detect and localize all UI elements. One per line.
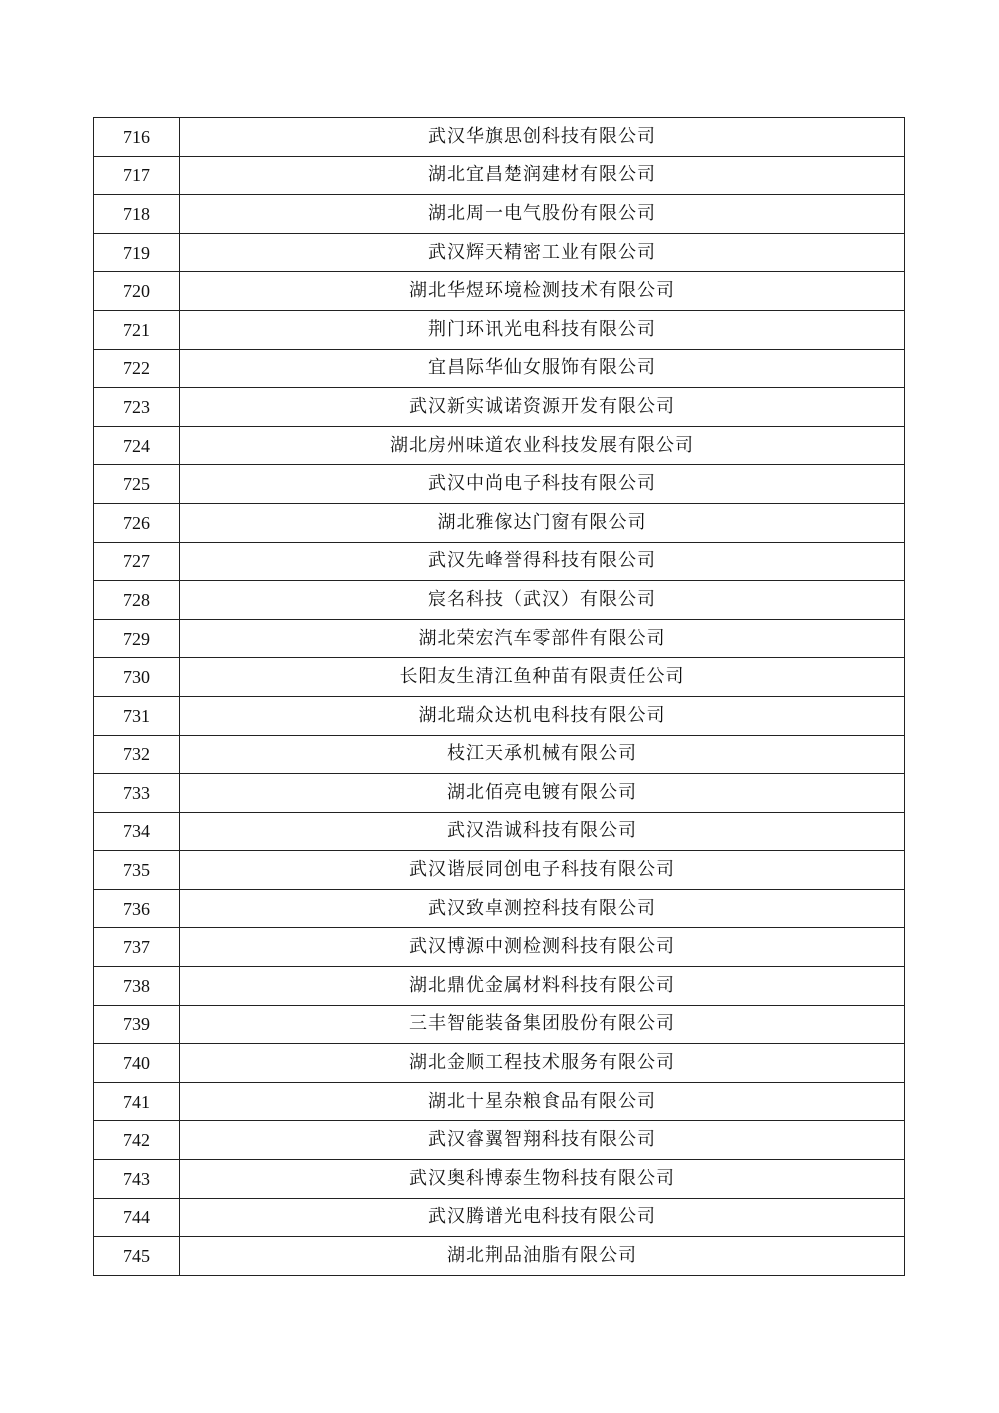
company-name: 武汉华旗思创科技有限公司 (180, 118, 905, 157)
row-number: 723 (94, 388, 180, 427)
company-name: 荆门环讯光电科技有限公司 (180, 310, 905, 349)
row-number: 743 (94, 1160, 180, 1199)
table-row (94, 233, 905, 272)
table-row (94, 812, 905, 851)
table-row (94, 503, 905, 542)
row-number: 735 (94, 851, 180, 890)
row-number: 720 (94, 272, 180, 311)
row-number: 739 (94, 1005, 180, 1044)
company-name: 湖北房州味道农业科技发展有限公司 (180, 426, 905, 465)
row-number: 740 (94, 1044, 180, 1083)
company-name: 湖北周一电气股份有限公司 (180, 195, 905, 234)
row-number: 722 (94, 349, 180, 388)
row-number: 731 (94, 696, 180, 735)
table-row (94, 349, 905, 388)
company-name: 武汉谐辰同创电子科技有限公司 (180, 851, 905, 890)
table-row (94, 465, 905, 504)
company-name: 武汉浩诚科技有限公司 (180, 812, 905, 851)
company-name: 武汉奥科博泰生物科技有限公司 (180, 1160, 905, 1199)
table-row (94, 658, 905, 697)
table-row (94, 696, 905, 735)
table-row (94, 388, 905, 427)
table-row (94, 735, 905, 774)
table-row (94, 928, 905, 967)
company-name: 武汉辉天精密工业有限公司 (180, 233, 905, 272)
company-name: 湖北鼎优金属材料科技有限公司 (180, 967, 905, 1006)
row-number: 717 (94, 156, 180, 195)
row-number: 729 (94, 619, 180, 658)
company-name: 湖北十星杂粮食品有限公司 (180, 1082, 905, 1121)
table-row (94, 1044, 905, 1083)
row-number: 736 (94, 889, 180, 928)
row-number: 726 (94, 503, 180, 542)
row-number: 718 (94, 195, 180, 234)
company-table (93, 117, 905, 1276)
company-name: 三丰智能装备集团股份有限公司 (180, 1005, 905, 1044)
company-name: 湖北瑞众达机电科技有限公司 (180, 696, 905, 735)
company-name: 湖北荣宏汽车零部件有限公司 (180, 619, 905, 658)
company-name: 湖北荆品油脂有限公司 (180, 1237, 905, 1276)
table-row (94, 195, 905, 234)
row-number: 744 (94, 1198, 180, 1237)
company-name: 湖北宜昌楚润建材有限公司 (180, 156, 905, 195)
company-name: 长阳友生清江鱼种苗有限责任公司 (180, 658, 905, 697)
row-number: 734 (94, 812, 180, 851)
company-table-body (94, 118, 905, 1276)
table-row (94, 581, 905, 620)
company-name: 武汉腾谱光电科技有限公司 (180, 1198, 905, 1237)
company-name: 宸名科技（武汉）有限公司 (180, 581, 905, 620)
row-number: 742 (94, 1121, 180, 1160)
row-number: 721 (94, 310, 180, 349)
company-name: 武汉致卓测控科技有限公司 (180, 889, 905, 928)
table-row (94, 851, 905, 890)
table-row (94, 889, 905, 928)
row-number: 738 (94, 967, 180, 1006)
company-name: 武汉先峰誉得科技有限公司 (180, 542, 905, 581)
row-number: 725 (94, 465, 180, 504)
company-list-sheet (93, 117, 904, 1276)
table-row (94, 1005, 905, 1044)
company-name: 宜昌际华仙女服饰有限公司 (180, 349, 905, 388)
row-number: 716 (94, 118, 180, 157)
table-row (94, 1237, 905, 1276)
row-number: 737 (94, 928, 180, 967)
row-number: 727 (94, 542, 180, 581)
table-row (94, 1160, 905, 1199)
table-row (94, 118, 905, 157)
table-row (94, 310, 905, 349)
table-row (94, 1121, 905, 1160)
table-row (94, 156, 905, 195)
company-name: 湖北雅傢达门窗有限公司 (180, 503, 905, 542)
table-row (94, 272, 905, 311)
row-number: 733 (94, 774, 180, 813)
company-name: 武汉博源中测检测科技有限公司 (180, 928, 905, 967)
table-row (94, 1198, 905, 1237)
company-name: 湖北佰亮电镀有限公司 (180, 774, 905, 813)
table-row (94, 426, 905, 465)
row-number: 732 (94, 735, 180, 774)
company-name: 武汉中尚电子科技有限公司 (180, 465, 905, 504)
company-name: 武汉睿翼智翔科技有限公司 (180, 1121, 905, 1160)
table-row (94, 542, 905, 581)
company-name: 枝江天承机械有限公司 (180, 735, 905, 774)
company-name: 湖北华煜环境检测技术有限公司 (180, 272, 905, 311)
table-row (94, 774, 905, 813)
row-number: 719 (94, 233, 180, 272)
row-number: 730 (94, 658, 180, 697)
table-row (94, 967, 905, 1006)
row-number: 745 (94, 1237, 180, 1276)
company-name: 湖北金顺工程技术服务有限公司 (180, 1044, 905, 1083)
row-number: 728 (94, 581, 180, 620)
company-name: 武汉新实诚诺资源开发有限公司 (180, 388, 905, 427)
table-row (94, 619, 905, 658)
row-number: 741 (94, 1082, 180, 1121)
row-number: 724 (94, 426, 180, 465)
table-row (94, 1082, 905, 1121)
